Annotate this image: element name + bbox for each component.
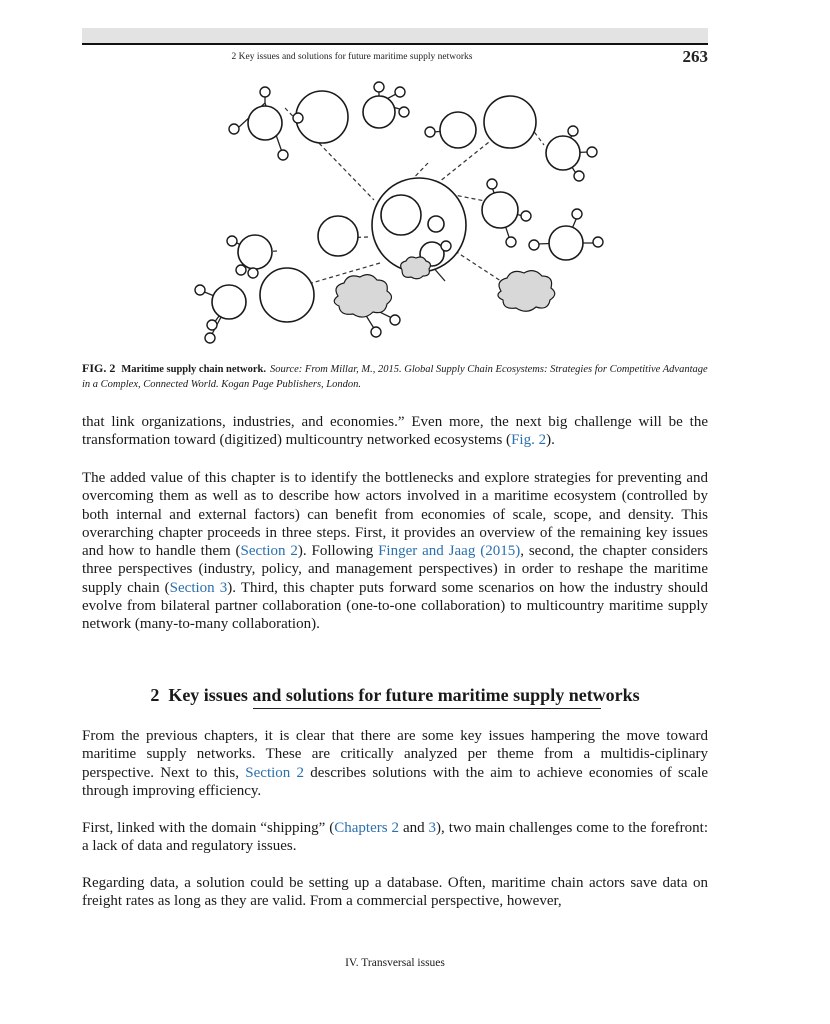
running-head: 2 Key issues and solutions for future maritime supply networks — [231, 52, 473, 62]
node-top-mid-right — [440, 112, 476, 148]
section-heading — [82, 685, 708, 706]
page-number: 263 — [682, 47, 708, 66]
section-3-link[interactable]: Section 3 — [169, 579, 228, 596]
cloud-right — [498, 271, 555, 312]
section-2-link[interactable]: Section 2 — [245, 764, 305, 781]
node-bottom-left-small — [212, 285, 246, 319]
paragraph-2: The added value of this chapter is to identify the bottlenecks and explore strategies for preventing and overcoming them as well as to describe how actors involved in a maritime ecosystem (controlled by both internal and external factors) can benefit from economies of scale, scope, and density. This overarching chapter proceeds in three steps. First, it provides an overview of the remaining key issues and how to handle them (Section 2). Following Finger and Jaag (2015), second, the chapter considers three perspectives (industry, policy, and management perspectives) in order to reshape the maritime supply chain (Section 3). Third, this chapter puts forward some scenarios on how the industry should evolve from bilateral partner collaboration (one-to-one collaboration) to multicountry maritime supply network (many-to-many collaboration). — [82, 470, 708, 633]
cloud-shapes — [334, 257, 555, 317]
figure-label: FIG. 2 — [82, 361, 116, 375]
section-title: Key issues and solutions for future maritime supply networks — [168, 685, 640, 705]
node-bottom-left-large — [260, 268, 314, 322]
paragraph-4: First, linked with the domain “shipping” (Chapters 2 and 3), two main challenges come to the forefront: a lack of data and regulatory issues. — [82, 820, 708, 855]
node-right — [482, 192, 518, 228]
figure-source: Source: From Millar, M., 2015. Global Supply Chain Ecosystems: Strategies for Competitive Advantage in a Complex, Connected World. Kogan Page Publishers, London. — [82, 364, 708, 390]
figure-caption — [82, 361, 708, 392]
maritime-network-figure — [82, 70, 708, 355]
node-right-lower — [549, 226, 583, 260]
top-rule — [82, 43, 708, 45]
fig-2-link[interactable]: Fig. 2 — [511, 432, 547, 449]
paragraph-1: that link organizations, industries, and economies.” Even more, the next big challenge will be the transformation toward (digitized) multicountry networked ecosystems (Fig. 2). — [82, 414, 708, 449]
footer: IV. Transversal issues — [345, 957, 445, 969]
chapter-3-link[interactable]: 3 — [428, 820, 437, 836]
heading-underline — [253, 708, 601, 709]
node-top-right-large — [484, 96, 536, 148]
chapters-2-link[interactable]: Chapters 2 — [334, 820, 400, 836]
node-left-middle — [318, 216, 358, 256]
hub-inner-small — [428, 216, 444, 232]
node-left — [238, 235, 272, 269]
section-2-link[interactable]: Section 2 — [240, 543, 298, 560]
finger-jaag-citation-link[interactable]: Finger and Jaag (2015) — [378, 543, 521, 560]
figure-title: Maritime supply chain network. — [121, 364, 267, 375]
hub-inner-large — [381, 195, 421, 235]
cloud-left — [334, 275, 391, 317]
section-number: 2 — [150, 685, 160, 705]
paragraph-3: From the previous chapters, it is clear that there are some key issues hampering the move toward maritime supply networks. These are critically analyzed per theme from a multidis-ciplinary perspective. Next to this, Section 2 describes solutions with the aim to achieve economies of scale through improving efficiency. — [82, 728, 709, 799]
node-top-left — [248, 106, 282, 140]
node-far-right — [546, 136, 580, 170]
node-top-middle — [363, 96, 395, 128]
node-top-large — [296, 91, 348, 143]
top-gray-bar — [82, 28, 708, 43]
paragraph-5: Regarding data, a solution could be setting up a database. Often, maritime chain actors save data on freight rates as long as they are valid. From a commercial perspective, however, — [82, 875, 708, 910]
